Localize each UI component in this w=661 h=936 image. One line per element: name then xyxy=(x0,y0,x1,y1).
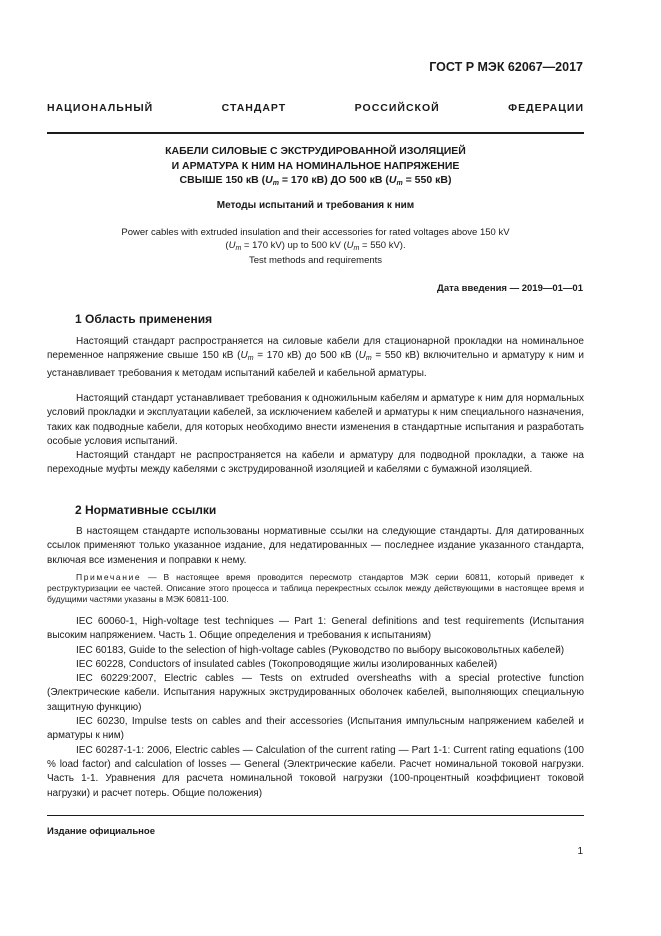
references-list xyxy=(47,615,584,801)
list-item: IEC 60228, Conductors of insulated cables (Токопроводящие жилы изолированных кабелей) xyxy=(76,658,498,670)
section1-paragraph2: Настоящий стандарт устанавливает требования к одножильным кабелям и арматуре к ним для нормальных условий прокладки и эксплуатации кабелей, за исключением кабелей и арматуры к ним специального назначения, таких как подводные кабели, для которых необходимо внести изменения в стандартные испытания и разработать особые условия испытаний. xyxy=(47,393,584,447)
title-ru-line2: И АРМАТУРА К НИМ НА НОМИНАЛЬНОЕ НАПРЯЖЕНИЕ xyxy=(171,159,460,172)
standard-code: ГОСТ Р МЭК 62067—2017 xyxy=(429,60,583,74)
list-item: IEC 60230, Impulse tests on cables and their accessories (Испытания импульсным напряжением кабелей и арматуры к ним) xyxy=(47,716,584,742)
list-item: IEC 60287-1-1: 2006, Electric cables — Calculation of the current rating — Part 1-1: Current rating equations (100 % load factor) and calculation of losses — General (Электрические кабели. Расчет номинальной токовой нагрузки. Часть 1-1. Уравнения для расчета номинальной токовой нагрузки (100-процентный коэффициент токовой нагрузки) и расчет потерь. Общие положения) xyxy=(47,744,584,799)
section1-paragraph1: Настоящий стандарт распространяется на силовые кабели для стационарной прокладки на номинальное переменное напряжение свыше 150 кВ ($U_m = 170$ кВ) до 500 кВ ($U_m = 550$ кВ) включительно и арматуру к ним и устанавливает требования к методам испытаний кабелей и кабельной арматуры. xyxy=(47,336,584,379)
introduction-date: Дата введения — 2019—01—01 xyxy=(437,283,583,294)
title-ru-line3: СВЫШЕ 150 кВ ($U_m = 170$ кВ) ДО 500 кВ ($U_m = 550$ кВ) xyxy=(179,174,452,187)
note xyxy=(47,572,584,605)
page-number: 1 xyxy=(577,846,583,857)
footer-divider xyxy=(47,815,584,816)
national-standard-heading: НАЦИОНАЛЬНЫЙ СТАНДАРТ РОССИЙСКОЙ ФЕДЕРАЦИИ xyxy=(47,102,584,114)
title-ru xyxy=(47,144,584,192)
title-en-line2: ($U_m = 170$ kV) up to 500 kV ($U_m = 550$ kV). xyxy=(225,239,406,252)
title-ru-line1: КАБЕЛИ СИЛОВЫЕ С ЭКСТРУДИРОВАННОЙ ИЗОЛЯЦИЕЙ xyxy=(165,145,466,157)
note-text: — В настоящее время проводится пересмотр стандартов МЭК серии 60811, который приведет к реструктуризации ее частей. Описание этого процесса и таблица перекрестных ссылок между действующими в настоящее время и будущими частями указаны в МЭК 60811-100. xyxy=(47,572,584,604)
list-item: IEC 60183, Guide to the selection of high-voltage cables (Руководство по выбору высоковольтных кабелей) xyxy=(76,644,565,656)
section1-paragraph3: Настоящий стандарт не распространяется на кабели и арматуру для подводной прокладки, а также на переходные муфты между кабелями с экструдированной изоляцией и кабелями с бумажной изоляцией. xyxy=(47,450,584,476)
section1-heading: 1 Область применения xyxy=(75,312,213,326)
section2-heading: 2 Нормативные ссылки xyxy=(75,503,217,517)
subtitle-ru: Методы испытаний и требования к ним xyxy=(216,200,415,211)
edition-label: Издание официальное xyxy=(47,826,155,837)
list-item: IEC 60060-1, High-voltage test techniques — Part 1: General definitions and test requirements (Испытания высоким напряжением. Часть 1. Общие определения и требования к испытаниям) xyxy=(47,616,584,642)
title-en xyxy=(47,227,584,268)
title-en-line3: Test methods and requirements xyxy=(248,255,383,266)
title-en-line1: Power cables with extruded insulation and their accessories for rated voltages above 150 kV xyxy=(121,227,510,238)
list-item: IEC 60229:2007, Electric cables — Tests on extruded oversheaths with a special protective function (Электрические кабели. Испытания наружных экструдированных оболочек кабелей, выполняющих специальную защитную функцию) xyxy=(47,673,584,713)
header-divider xyxy=(47,132,584,134)
section2-paragraph1: В настоящем стандарте использованы нормативные ссылки на следующие стандарты. Для датированных ссылок применяют только указанное издание, для недатированных — последнее издание указанного стандарта, включая все изменения и поправки к нему. xyxy=(47,526,584,566)
note-label: Примечание xyxy=(76,572,142,582)
